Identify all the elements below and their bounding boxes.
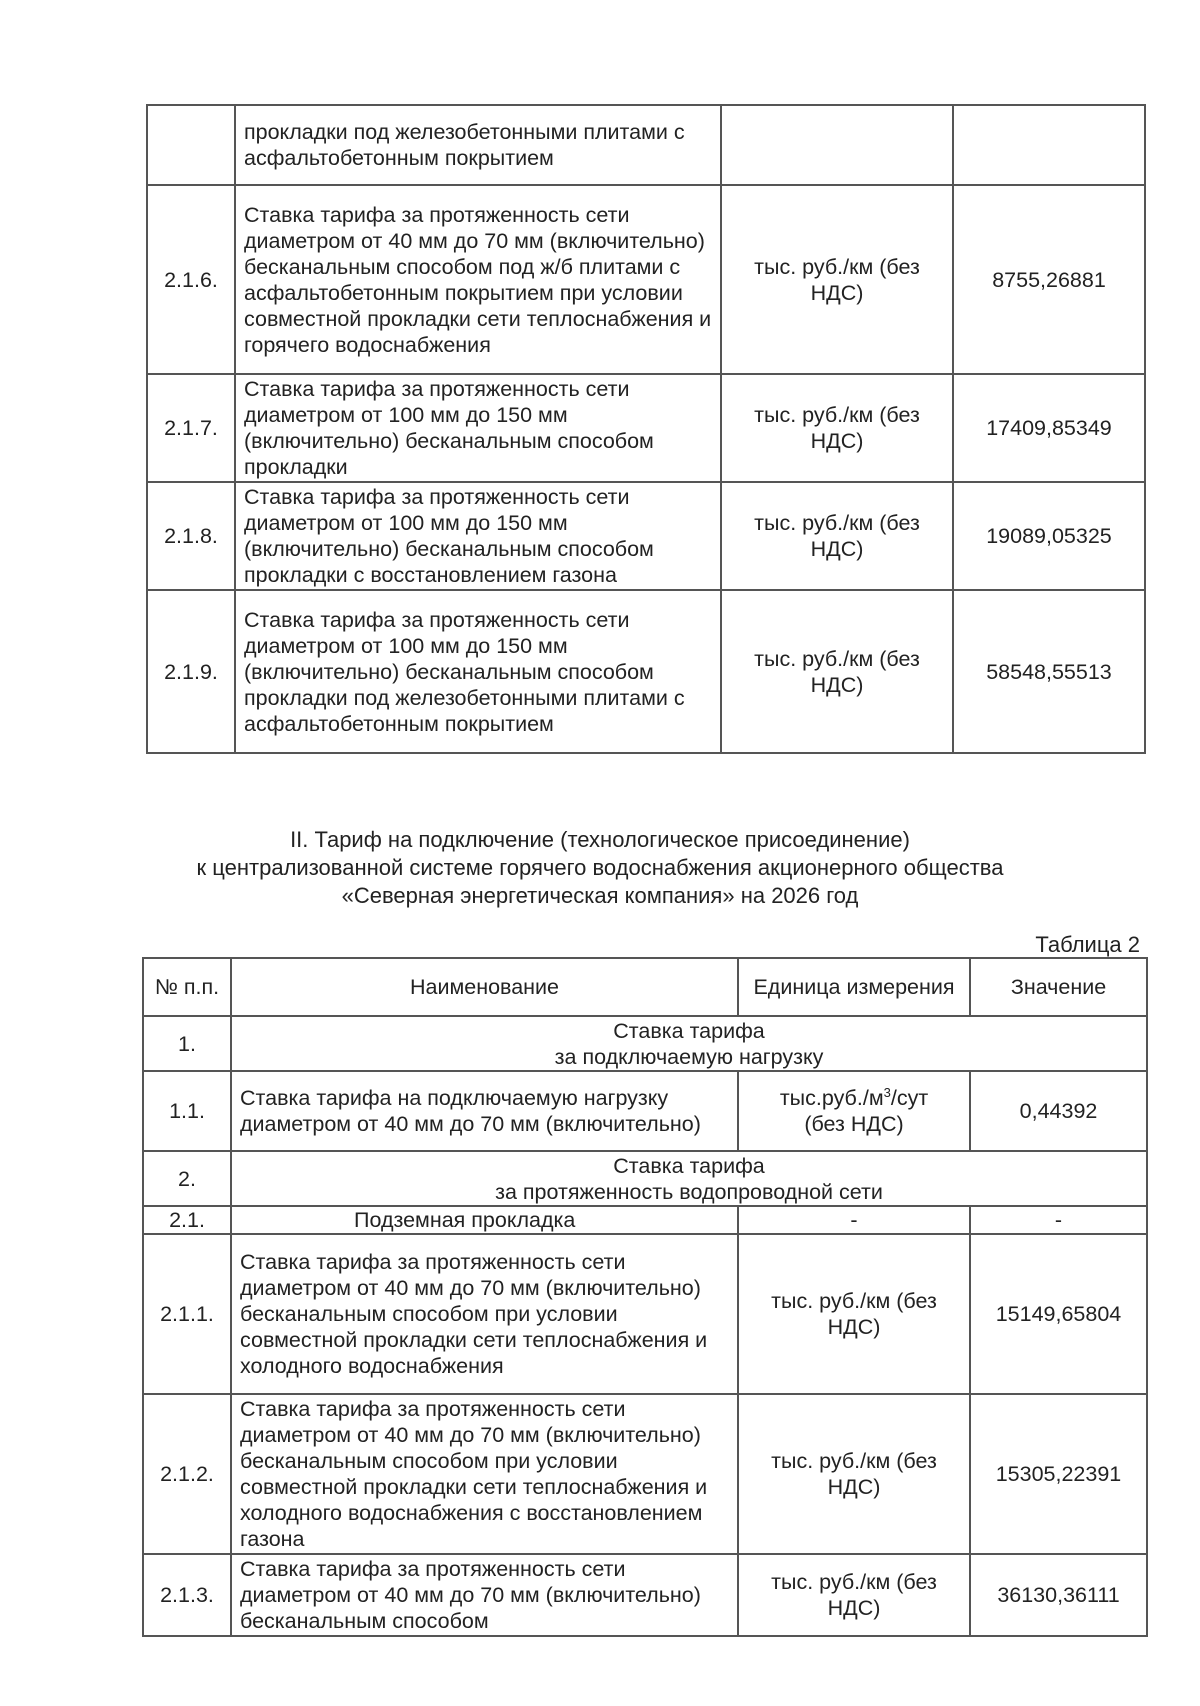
section-title-line: Ставка тарифа [613, 1153, 765, 1178]
row-number: 2.1.9. [147, 590, 235, 753]
row-value: 15305,22391 [970, 1394, 1147, 1554]
row-number: 2.1.3. [143, 1554, 231, 1636]
row-number: 1.1. [143, 1071, 231, 1151]
table-row [147, 374, 1145, 482]
table-section-row [143, 1016, 1147, 1071]
row-number: 2.1. [143, 1206, 231, 1234]
section-title-line: за протяженность водопроводной сети [495, 1179, 883, 1204]
unit-line [745, 1085, 963, 1111]
tariff-table-continued [146, 104, 1146, 754]
row-unit: тыс. руб./км (без НДС) [721, 374, 953, 482]
row-value [953, 105, 1145, 185]
row-name: Ставка тарифа за протяженность сети диаметром от 40 мм до 70 мм (включительно) бесканальным способом при условии совместной прокладки сети теплоснабжения и холодного водоснабжения [231, 1234, 738, 1394]
row-name: Подземная прокладка [231, 1206, 738, 1234]
row-name: Ставка тарифа за протяженность сети диаметром от 40 мм до 70 мм (включительно) бесканальным способом при условии совместной прокладки сети теплоснабжения и холодного водоснабжения с восстановлением газона [231, 1394, 738, 1554]
row-number: 2. [143, 1151, 231, 1206]
row-number: 2.1.8. [147, 482, 235, 590]
row-name: Ставка тарифа за протяженность сети диаметром от 40 мм до 70 мм (включительно) бесканальным способом под ж/б плитами с асфальтобетонным покрытием при условии совместной прокладки сети теплоснабжения и горячего водоснабжения [235, 185, 721, 374]
row-unit: тыс. руб./км (без НДС) [721, 590, 953, 753]
row-number: 2.1.7. [147, 374, 235, 482]
row-value: 17409,85349 [953, 374, 1145, 482]
row-name: прокладки под железобетонными плитами с асфальтобетонным покрытием [235, 105, 721, 185]
heading-line: к централизованной системе горячего водоснабжения акционерного общества [196, 855, 1004, 880]
header-unit: Единица измерения [738, 958, 970, 1016]
header-name: Наименование [231, 958, 738, 1016]
table-row [147, 185, 1145, 374]
row-value: 36130,36111 [970, 1554, 1147, 1636]
row-name: Ставка тарифа за протяженность сети диаметром от 100 мм до 150 мм (включительно) бесканальным способом прокладки [235, 374, 721, 482]
heading-line: II. Тариф на подключение (технологическое присоединение) [290, 827, 910, 852]
section-heading [0, 826, 1200, 910]
unit-superscript: 3 [883, 1084, 891, 1100]
heading-line: «Северная энергетическая компания» на 2026 год [341, 883, 859, 908]
section-title [231, 1151, 1147, 1206]
row-unit: тыс. руб./км (без НДС) [721, 185, 953, 374]
header-value: Значение [970, 958, 1147, 1016]
table-row [143, 1206, 1147, 1234]
unit-line: (без НДС) [804, 1112, 904, 1136]
row-name: Ставка тарифа на подключаемую нагрузку диаметром от 40 мм до 70 мм (включительно) [231, 1071, 738, 1151]
row-value: 15149,65804 [970, 1234, 1147, 1394]
row-unit: тыс. руб./км (без НДС) [738, 1554, 970, 1636]
row-unit [738, 1071, 970, 1151]
row-unit [721, 105, 953, 185]
row-number [147, 105, 235, 185]
table-row [143, 1234, 1147, 1394]
row-number: 1. [143, 1016, 231, 1071]
table-row [143, 1554, 1147, 1636]
row-value: - [970, 1206, 1147, 1234]
row-value: 19089,05325 [953, 482, 1145, 590]
row-value: 58548,55513 [953, 590, 1145, 753]
section-title [231, 1016, 1147, 1071]
section-title-line: Ставка тарифа [613, 1018, 765, 1043]
tariff-table-2 [142, 957, 1148, 1637]
row-name: Ставка тарифа за протяженность сети диаметром от 100 мм до 150 мм (включительно) бесканальным способом прокладки под железобетонными плитами с асфальтобетонным покрытием [235, 590, 721, 753]
row-unit: тыс. руб./км (без НДС) [738, 1234, 970, 1394]
table-row [147, 590, 1145, 753]
row-unit: тыс. руб./км (без НДС) [738, 1394, 970, 1554]
unit-suffix: /сут [890, 1086, 929, 1110]
section-title-line: за подключаемую нагрузку [554, 1044, 824, 1069]
row-unit: тыс. руб./км (без НДС) [721, 482, 953, 590]
header-number: № п.п. [143, 958, 231, 1016]
row-unit: - [738, 1206, 970, 1234]
table-section-row [143, 1151, 1147, 1206]
row-number: 2.1.6. [147, 185, 235, 374]
row-value: 0,44392 [970, 1071, 1147, 1151]
table-row [147, 482, 1145, 590]
row-value: 8755,26881 [953, 185, 1145, 374]
row-name: Ставка тарифа за протяженность сети диаметром от 100 мм до 150 мм (включительно) бесканальным способом прокладки с восстановлением газона [235, 482, 721, 590]
row-name: Ставка тарифа за протяженность сети диаметром от 40 мм до 70 мм (включительно) бесканальным способом [231, 1554, 738, 1636]
row-number: 2.1.2. [143, 1394, 231, 1554]
unit-prefix: тыс.руб./м [779, 1086, 884, 1110]
table-row [143, 1394, 1147, 1554]
table-row [147, 105, 1145, 185]
table-header-row [143, 958, 1147, 1016]
row-number: 2.1.1. [143, 1234, 231, 1394]
table-row [143, 1071, 1147, 1151]
table-caption: Таблица 2 [1035, 932, 1140, 957]
